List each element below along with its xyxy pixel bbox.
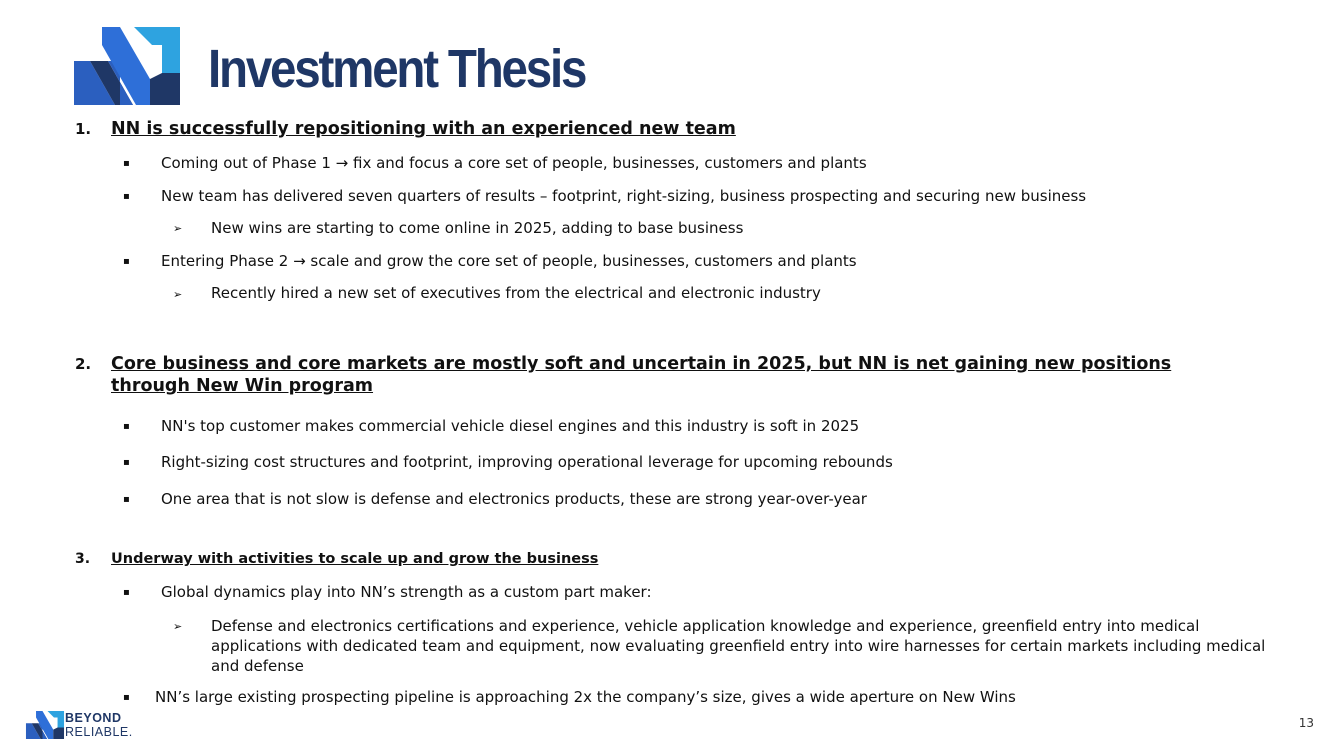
nn-logo-icon	[74, 27, 180, 105]
arrow-bullet-icon: ➢	[173, 288, 183, 301]
arrow-bullet-icon: ➢	[173, 222, 183, 235]
section-number: 2.	[75, 355, 92, 373]
bullet-icon: ▪	[123, 457, 130, 468]
subbullet-text: Recently hired a new set of executives from the electrical and electronic industry	[211, 284, 821, 302]
arrow-bullet-icon: ➢	[173, 620, 183, 633]
bullet-text: Right-sizing cost structures and footprint, improving operational leverage for upcoming rebounds	[161, 453, 893, 471]
page-title: Investment Thesis	[208, 39, 586, 99]
section-heading: NN is successfully repositioning with an experienced new team	[111, 119, 736, 139]
bullet-text: One area that is not slow is defense and electronics products, these are strong year-over-year	[161, 490, 867, 508]
bullet-icon: ▪	[123, 256, 130, 267]
bullet-text: Global dynamics play into NN’s strength as a custom part maker:	[161, 583, 652, 601]
bullet-icon: ▪	[123, 421, 130, 432]
bullet-icon: ▪	[123, 587, 130, 598]
section-number: 3.	[75, 551, 91, 567]
bullet-text: NN's top customer makes commercial vehicle diesel engines and this industry is soft in 2025	[161, 417, 860, 435]
subbullet-text: Defense and electronics certifications and experience, vehicle application knowledge and experience, greenfield entry into medical applications with dedicated team and equipment, now evaluating greenfield entry into wire harnesses for certain markets including medical and defense	[211, 617, 1266, 675]
page-number: 13	[1298, 716, 1314, 730]
bullet-icon: ▪	[123, 494, 130, 505]
bullet-text: Coming out of Phase 1 → fix and focus a core set of people, businesses, customers and plants	[161, 154, 867, 172]
footer-brand	[24, 711, 160, 741]
brand-line2: RELIABLE.	[65, 725, 133, 739]
bullet-icon: ▪	[123, 158, 130, 169]
section-number: 1.	[75, 120, 92, 138]
section-heading: Core business and core markets are mostly soft and uncertain in 2025, but NN is net gaining new positions through New Win program	[111, 354, 1172, 396]
bullet-icon: ▪	[123, 692, 130, 703]
brand-line1: BEYOND	[65, 711, 122, 725]
bullet-text: New team has delivered seven quarters of results – footprint, right-sizing, business prospecting and securing new business	[161, 187, 1087, 205]
section-heading: Underway with activities to scale up and grow the business	[111, 551, 599, 567]
bullet-icon: ▪	[123, 191, 130, 202]
bullet-text: NN’s large existing prospecting pipeline is approaching 2x the company’s size, gives a wide aperture on New Wins	[155, 688, 1016, 706]
nn-small-logo-icon	[24, 711, 66, 739]
subbullet-text: New wins are starting to come online in 2025, adding to base business	[211, 219, 744, 237]
bullet-text: Entering Phase 2 → scale and grow the core set of people, businesses, customers and plants	[161, 252, 857, 270]
